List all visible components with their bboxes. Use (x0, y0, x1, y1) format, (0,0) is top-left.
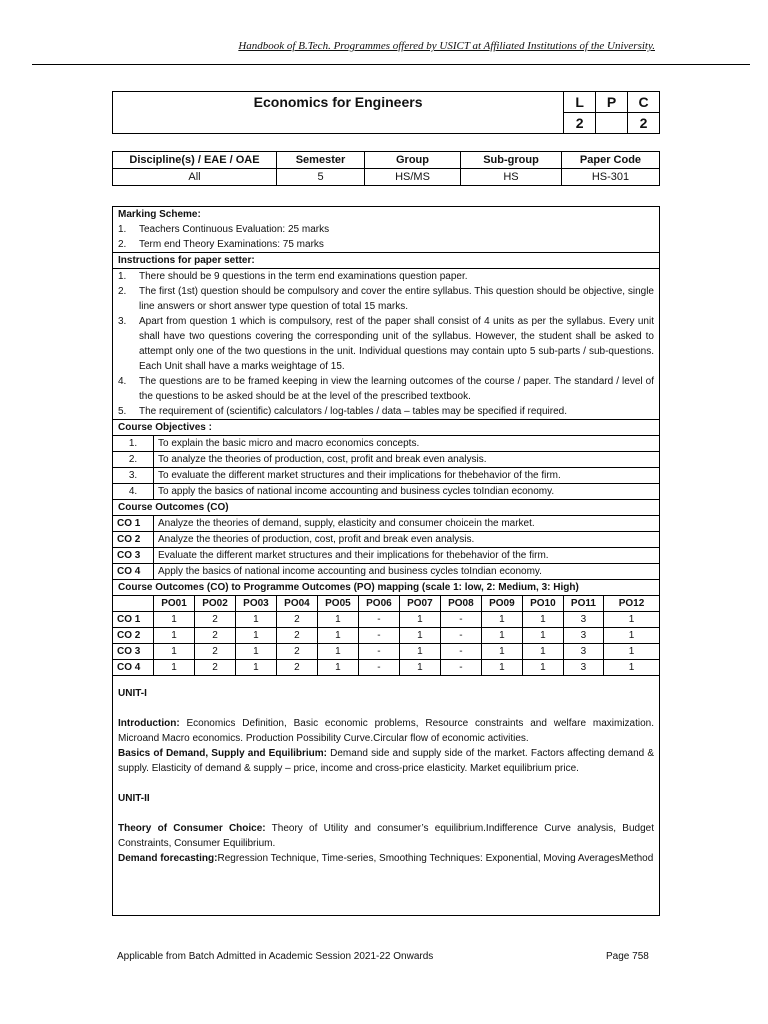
table-row (113, 532, 659, 548)
po-header: PO02 (194, 596, 235, 612)
list-item (113, 314, 659, 374)
list-item (113, 222, 659, 237)
mapping-cell: 2 (194, 660, 235, 676)
outcome-text: Apply the basics of national income accounting and business cycles toIndian economy. (154, 564, 660, 580)
mapping-cell: 2 (276, 660, 317, 676)
mapping-cell: 1 (481, 660, 522, 676)
topic-heading: Basics of Demand, Supply and Equilibrium: (118, 748, 328, 759)
info-value: 5 (277, 169, 365, 186)
header-rule (32, 64, 750, 65)
table-row (113, 628, 659, 644)
item-number: 1. (118, 271, 127, 282)
mapping-cell: 2 (276, 644, 317, 660)
topic-heading: Demand forecasting: (118, 853, 218, 864)
item-number: 4. (118, 376, 127, 387)
mapping-cell: 1 (317, 644, 358, 660)
item-text: Teachers Continuous Evaluation: 25 marks (139, 224, 330, 235)
info-value: All (113, 169, 277, 186)
item-number: 5. (118, 406, 127, 417)
topic-text: Demand side and supply side of the market. Factors affecting demand & supply. Elasticity of demand & supply – price, income and cross-price elasticity. Market equilibrium price. (118, 748, 654, 774)
mapping-cell: 3 (563, 660, 603, 676)
l-label: L (564, 92, 596, 113)
p-label: P (596, 92, 628, 113)
mapping-cell: - (440, 628, 481, 644)
course-title: Economics for Engineers (113, 92, 564, 134)
mapping-cell: 1 (154, 612, 195, 628)
mapping-cell: 2 (194, 628, 235, 644)
outcome-text: Evaluate the different market structures and their implications for thebehavior of the firm. (154, 548, 660, 564)
mapping-cell: 1 (604, 612, 660, 628)
page-number: Page 758 (606, 951, 649, 962)
mapping-cell: 1 (317, 612, 358, 628)
syllabus-paragraph (118, 716, 654, 746)
outcomes-section (113, 500, 659, 580)
outcome-code: CO 1 (113, 516, 154, 532)
topic-text: Economics Definition, Basic economic problems, Resource constraints and welfare maximization. Microand Macro economics. Production Possibility Curve.Circular flow of economic activities. (118, 718, 654, 744)
course-info-table (112, 151, 660, 186)
list-item (113, 269, 659, 284)
table-row (113, 468, 659, 484)
instructions-section (113, 253, 659, 420)
mapping-cell: 1 (604, 660, 660, 676)
list-item (113, 237, 659, 252)
topic-heading: Introduction: (118, 718, 180, 729)
item-number: 1. (118, 224, 127, 235)
objective-text: To explain the basic micro and macro economics concepts. (154, 436, 660, 452)
mapping-cell: 1 (481, 644, 522, 660)
mapping-cell: 1 (481, 612, 522, 628)
page-header: Handbook of B.Tech. Programmes offered by USICT at Affiliated Institutions of the University. (238, 40, 655, 52)
item-number: 2. (118, 286, 127, 297)
table-row (113, 644, 659, 660)
mapping-heading: Course Outcomes (CO) to Programme Outcomes (PO) mapping (scale 1: low, 2: Medium, 3: High) (113, 580, 659, 596)
info-header: Paper Code (562, 152, 660, 169)
mapping-section (113, 580, 659, 676)
info-value: HS-301 (562, 169, 660, 186)
po-header: PO07 (399, 596, 440, 612)
outcome-code: CO 4 (113, 564, 154, 580)
list-item (113, 284, 659, 314)
mapping-cell: 1 (522, 644, 563, 660)
mapping-cell: 1 (154, 628, 195, 644)
table-row (113, 452, 659, 468)
table-row (113, 548, 659, 564)
item-text: The first (1st) question should be compulsory and cover the entire syllabus. This question should be objective, single line answers or short answer type question of total 15 marks. (139, 286, 654, 312)
item-text: The requirement of (scientific) calculators / log-tables / data – tables may be specified if required. (139, 406, 567, 417)
syllabus-paragraph (118, 746, 654, 776)
syllabus-section (113, 686, 659, 866)
item-text: The questions are to be framed keeping in view the learning outcomes of the course / paper. The standard / level of the questions to be asked should be at the level of the prescribed textbook. (139, 376, 654, 402)
objective-text: To analyze the theories of production, cost, profit and break even analysis. (154, 452, 660, 468)
table-row (113, 516, 659, 532)
mapping-cell: 1 (235, 660, 276, 676)
mapping-cell: 1 (235, 612, 276, 628)
mapping-cell: 1 (604, 628, 660, 644)
marking-scheme-section (113, 207, 659, 253)
topic-text: Theory of Utility and consumer’s equilibrium.Indifference Curve analysis, Budget Constraints, Consumer Equilibrium. (118, 823, 654, 849)
po-header: PO01 (154, 596, 195, 612)
mapping-cell: - (358, 628, 399, 644)
mapping-cell: - (358, 660, 399, 676)
po-header: PO06 (358, 596, 399, 612)
list-item (113, 374, 659, 404)
info-value: HS/MS (365, 169, 461, 186)
item-text: There should be 9 questions in the term end examinations question paper. (139, 271, 468, 282)
objectives-table (113, 436, 659, 499)
table-row (113, 484, 659, 500)
info-value: HS (461, 169, 562, 186)
co-label: CO 3 (113, 644, 154, 660)
objective-text: To apply the basics of national income accounting and business cycles toIndian economy. (154, 484, 660, 500)
po-header: PO04 (276, 596, 317, 612)
course-title-table (112, 91, 660, 134)
co-label: CO 1 (113, 612, 154, 628)
outcome-text: Analyze the theories of production, cost, profit and break even analysis. (154, 532, 660, 548)
c-label: C (628, 92, 660, 113)
info-header: Discipline(s) / EAE / OAE (113, 152, 277, 169)
mapping-cell: - (358, 644, 399, 660)
objectives-heading: Course Objectives : (113, 420, 659, 436)
mapping-cell: 1 (604, 644, 660, 660)
mapping-cell: - (440, 660, 481, 676)
mapping-cell: 2 (194, 612, 235, 628)
mapping-cell: 2 (276, 628, 317, 644)
syllabus-paragraph (118, 821, 654, 851)
mapping-cell: 1 (399, 644, 440, 660)
outcome-code: CO 3 (113, 548, 154, 564)
mapping-cell: 1 (522, 660, 563, 676)
p-value (596, 113, 628, 134)
mapping-cell: 1 (522, 612, 563, 628)
outcomes-table (113, 516, 659, 579)
marking-scheme-heading: Marking Scheme: (118, 209, 201, 220)
po-header: PO03 (235, 596, 276, 612)
mapping-cell: - (440, 644, 481, 660)
table-row (113, 660, 659, 676)
po-header: PO09 (481, 596, 522, 612)
objective-number: 3. (113, 468, 154, 484)
mapping-corner (113, 596, 154, 612)
mapping-table (113, 596, 659, 675)
mapping-cell: 3 (563, 644, 603, 660)
mapping-cell: 1 (154, 644, 195, 660)
mapping-cell: 1 (522, 628, 563, 644)
c-value: 2 (628, 113, 660, 134)
topic-text: Regression Technique, Time-series, Smoothing Techniques: Exponential, Moving AveragesMethod (217, 853, 654, 864)
info-header: Group (365, 152, 461, 169)
po-header: PO12 (604, 596, 660, 612)
topic-heading: Theory of Consumer Choice: (118, 823, 266, 834)
mapping-cell: 3 (563, 628, 603, 644)
unit-title: UNIT-I (118, 688, 147, 699)
info-header: Sub-group (461, 152, 562, 169)
unit-title: UNIT-II (118, 793, 150, 804)
mapping-cell: 1 (235, 628, 276, 644)
footer-text: Applicable from Batch Admitted in Academic Session 2021-22 Onwards (117, 951, 434, 962)
objectives-section (113, 420, 659, 500)
objective-text: To evaluate the different market structures and their implications for thebehavior of the firm. (154, 468, 660, 484)
syllabus-paragraph (118, 851, 654, 866)
mapping-cell: 1 (481, 628, 522, 644)
item-text: Term end Theory Examinations: 75 marks (139, 239, 324, 250)
mapping-cell: 1 (399, 660, 440, 676)
po-header: PO11 (563, 596, 603, 612)
mapping-cell: 3 (563, 612, 603, 628)
po-header: PO08 (440, 596, 481, 612)
mapping-cell: - (358, 612, 399, 628)
mapping-cell: 2 (194, 644, 235, 660)
outcome-code: CO 2 (113, 532, 154, 548)
item-text: Apart from question 1 which is compulsory, rest of the paper shall consist of 4 units as per the syllabus. Every unit shall have two questions covering the corresponding unit of the syllabus. However, the student shall be asked to attempt only one of the two questions in the unit. Individual questions may contain upto 5 sub-parts / sub-questions. Each Unit shall have a marks weightage of 15. (139, 316, 654, 372)
mapping-cell: - (440, 612, 481, 628)
l-value: 2 (564, 113, 596, 134)
table-row (113, 564, 659, 580)
table-row (113, 436, 659, 452)
table-row (113, 612, 659, 628)
mapping-header-row (113, 596, 659, 612)
info-header: Semester (277, 152, 365, 169)
mapping-cell: 1 (154, 660, 195, 676)
objective-number: 2. (113, 452, 154, 468)
po-header: PO05 (317, 596, 358, 612)
objective-number: 1. (113, 436, 154, 452)
outcomes-heading: Course Outcomes (CO) (113, 500, 659, 516)
co-label: CO 2 (113, 628, 154, 644)
objective-number: 4. (113, 484, 154, 500)
co-label: CO 4 (113, 660, 154, 676)
item-number: 3. (118, 316, 127, 327)
po-header: PO10 (522, 596, 563, 612)
instructions-heading: Instructions for paper setter: (113, 253, 659, 269)
list-item (113, 404, 659, 419)
mapping-cell: 2 (276, 612, 317, 628)
course-details-box (112, 206, 660, 916)
mapping-cell: 1 (317, 628, 358, 644)
mapping-cell: 1 (399, 612, 440, 628)
mapping-cell: 1 (235, 644, 276, 660)
mapping-cell: 1 (399, 628, 440, 644)
item-number: 2. (118, 239, 127, 250)
outcome-text: Analyze the theories of demand, supply, elasticity and consumer choicein the market. (154, 516, 660, 532)
mapping-cell: 1 (317, 660, 358, 676)
